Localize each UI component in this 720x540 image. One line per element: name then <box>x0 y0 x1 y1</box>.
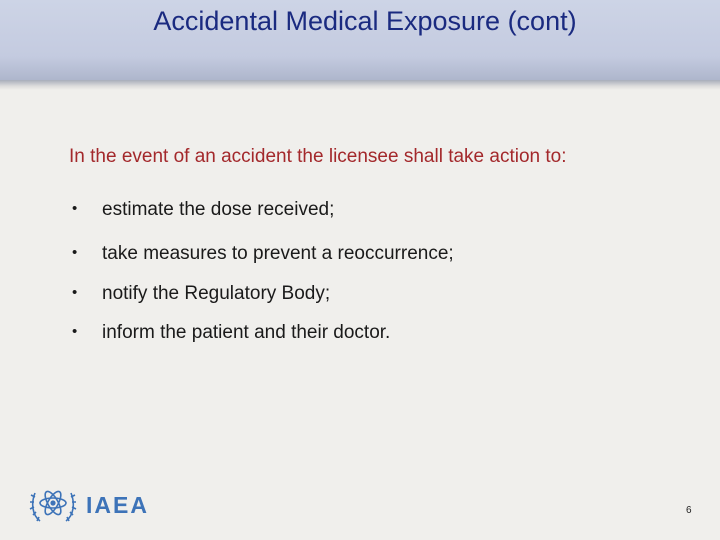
page-number: 6 <box>686 505 692 516</box>
list-item <box>72 243 454 265</box>
list-item <box>72 322 390 344</box>
bullet-text: take measures to prevent a reoccurrence; <box>102 243 454 264</box>
bullet-marker: • <box>72 244 78 261</box>
bullet-marker: • <box>72 200 78 217</box>
intro-text: In the event of an accident the licensee shall take action to: <box>69 146 567 167</box>
slide-title: Accidental Medical Exposure (cont) <box>153 6 577 36</box>
iaea-logo <box>28 481 160 527</box>
iaea-atom-emblem-icon <box>28 481 78 527</box>
logo-text: IAEA <box>86 492 149 518</box>
bullet-text: estimate the dose received; <box>102 199 335 220</box>
header-shadow <box>0 80 720 90</box>
bullet-marker: • <box>72 284 78 301</box>
bullet-marker: • <box>72 323 78 340</box>
list-item <box>72 199 334 221</box>
list-item <box>72 283 330 305</box>
bullet-text: notify the Regulatory Body; <box>102 283 331 304</box>
bullet-text: inform the patient and their doctor. <box>102 322 391 343</box>
